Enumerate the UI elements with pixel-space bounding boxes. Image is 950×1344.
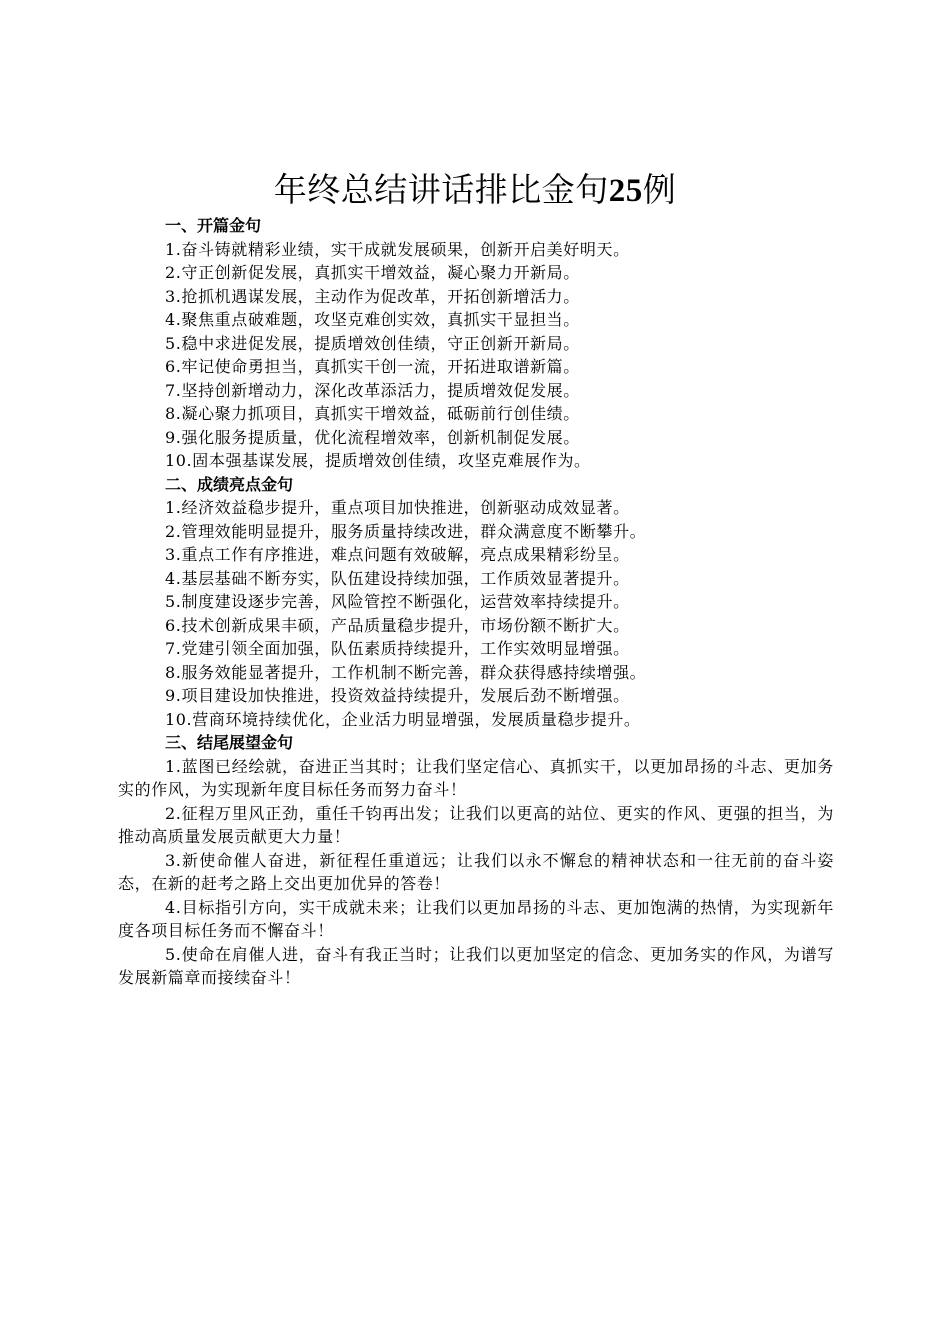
list-item: 10.固本强基谋发展，提质增效创佳绩，攻坚克难展作为。 <box>165 451 591 470</box>
paragraph: 1.蓝图已经绘就，奋进正当其时；让我们坚定信心、真抓实干，以更加昂扬的斗志、更加务实的作风，为实现新年度目标任务而努力奋斗！ <box>118 756 834 799</box>
list-item: 4.基层基础不断夯实，队伍建设持续加强，工作质效显著提升。 <box>165 568 630 588</box>
list-item: 7.党建引领全面加强，队伍素质持续提升，工作实效明显增强。 <box>165 639 630 658</box>
section-heading-outlook: 三、结尾展望金句 <box>165 733 294 752</box>
list-item: 6.技术创新成果丰硕，产品质量稳步提升，市场份额不断扩大。 <box>165 615 630 635</box>
title-suffix: 例 <box>642 170 677 209</box>
title-number: 25 <box>608 173 643 209</box>
list-item: 8.服务效能显著提升，工作机制不断完善，群众获得感持续增强。 <box>165 662 647 682</box>
title-text: 年终总结讲话排比金句 <box>273 170 609 209</box>
list-item: 4.聚焦重点破难题，攻坚克难创实效，真抓实干显担当。 <box>165 310 580 329</box>
paragraph: 2.征程万里风正劲，重任千钧再出发；让我们以更高的站位、更实的作风、更强的担当，为推动高质量发展贡献更大力量！ <box>118 803 834 846</box>
list-item: 3.重点工作有序推进，难点问题有效破解，亮点成果精彩纷呈。 <box>165 545 630 564</box>
paragraph: 3.新使命催人奋进，新征程任重道远；让我们以永不懈怠的精神状态和一往无前的奋斗姿态，在新的赶考之路上交出更加优异的答卷！ <box>118 850 834 893</box>
list-item: 1.经济效益稳步提升，重点项目加快推进，创新驱动成效显著。 <box>165 498 630 517</box>
paragraph: 5.使命在肩催人进，奋斗有我正当时；让我们以更加坚定的信念、更加务实的作风，为谱写发展新篇章而接续奋斗！ <box>118 944 834 987</box>
list-item: 2.守正创新促发展，真抓实干增效益，凝心聚力开新局。 <box>165 263 580 282</box>
list-item: 5.稳中求进促发展，提质增效创佳绩，守正创新开新局。 <box>165 333 580 353</box>
list-item: 1.奋斗铸就精彩业绩，实干成就发展硕果，创新开启美好明天。 <box>165 239 630 259</box>
document-title <box>0 168 950 213</box>
list-item: 2.管理效能明显提升，服务质量持续改进，群众满意度不断攀升。 <box>165 521 647 541</box>
document-body <box>118 214 834 990</box>
list-item: 7.坚持创新增动力，深化改革添活力，提质增效促发展。 <box>165 380 580 400</box>
list-item: 8.凝心聚力抓项目，真抓实干增效益，砥砺前行创佳绩。 <box>165 404 580 423</box>
list-item: 6.牢记使命勇担当，真抓实干创一流，开拓进取谱新篇。 <box>165 357 580 376</box>
paragraph: 4.目标指引方向，实干成就未来；让我们以更加昂扬的斗志、更加饱满的热情，为实现新年度各项目标任务而不懈奋斗！ <box>118 897 834 940</box>
list-item: 5.制度建设逐步完善，风险管控不断强化，运营效率持续提升。 <box>165 592 630 611</box>
section-heading-achievements: 二、成绩亮点金句 <box>165 474 294 494</box>
list-item: 9.强化服务提质量，优化流程增效率，创新机制促发展。 <box>165 427 580 447</box>
list-item: 9.项目建设加快推进，投资效益持续提升，发展后劲不断增强。 <box>165 686 630 705</box>
list-item: 3.抢抓机遇谋发展，主动作为促改革，开拓创新增活力。 <box>165 286 580 306</box>
section-heading-opening: 一、开篇金句 <box>165 216 262 235</box>
list-item: 10.营商环境持续优化，企业活力明显增强，发展质量稳步提升。 <box>165 709 641 729</box>
